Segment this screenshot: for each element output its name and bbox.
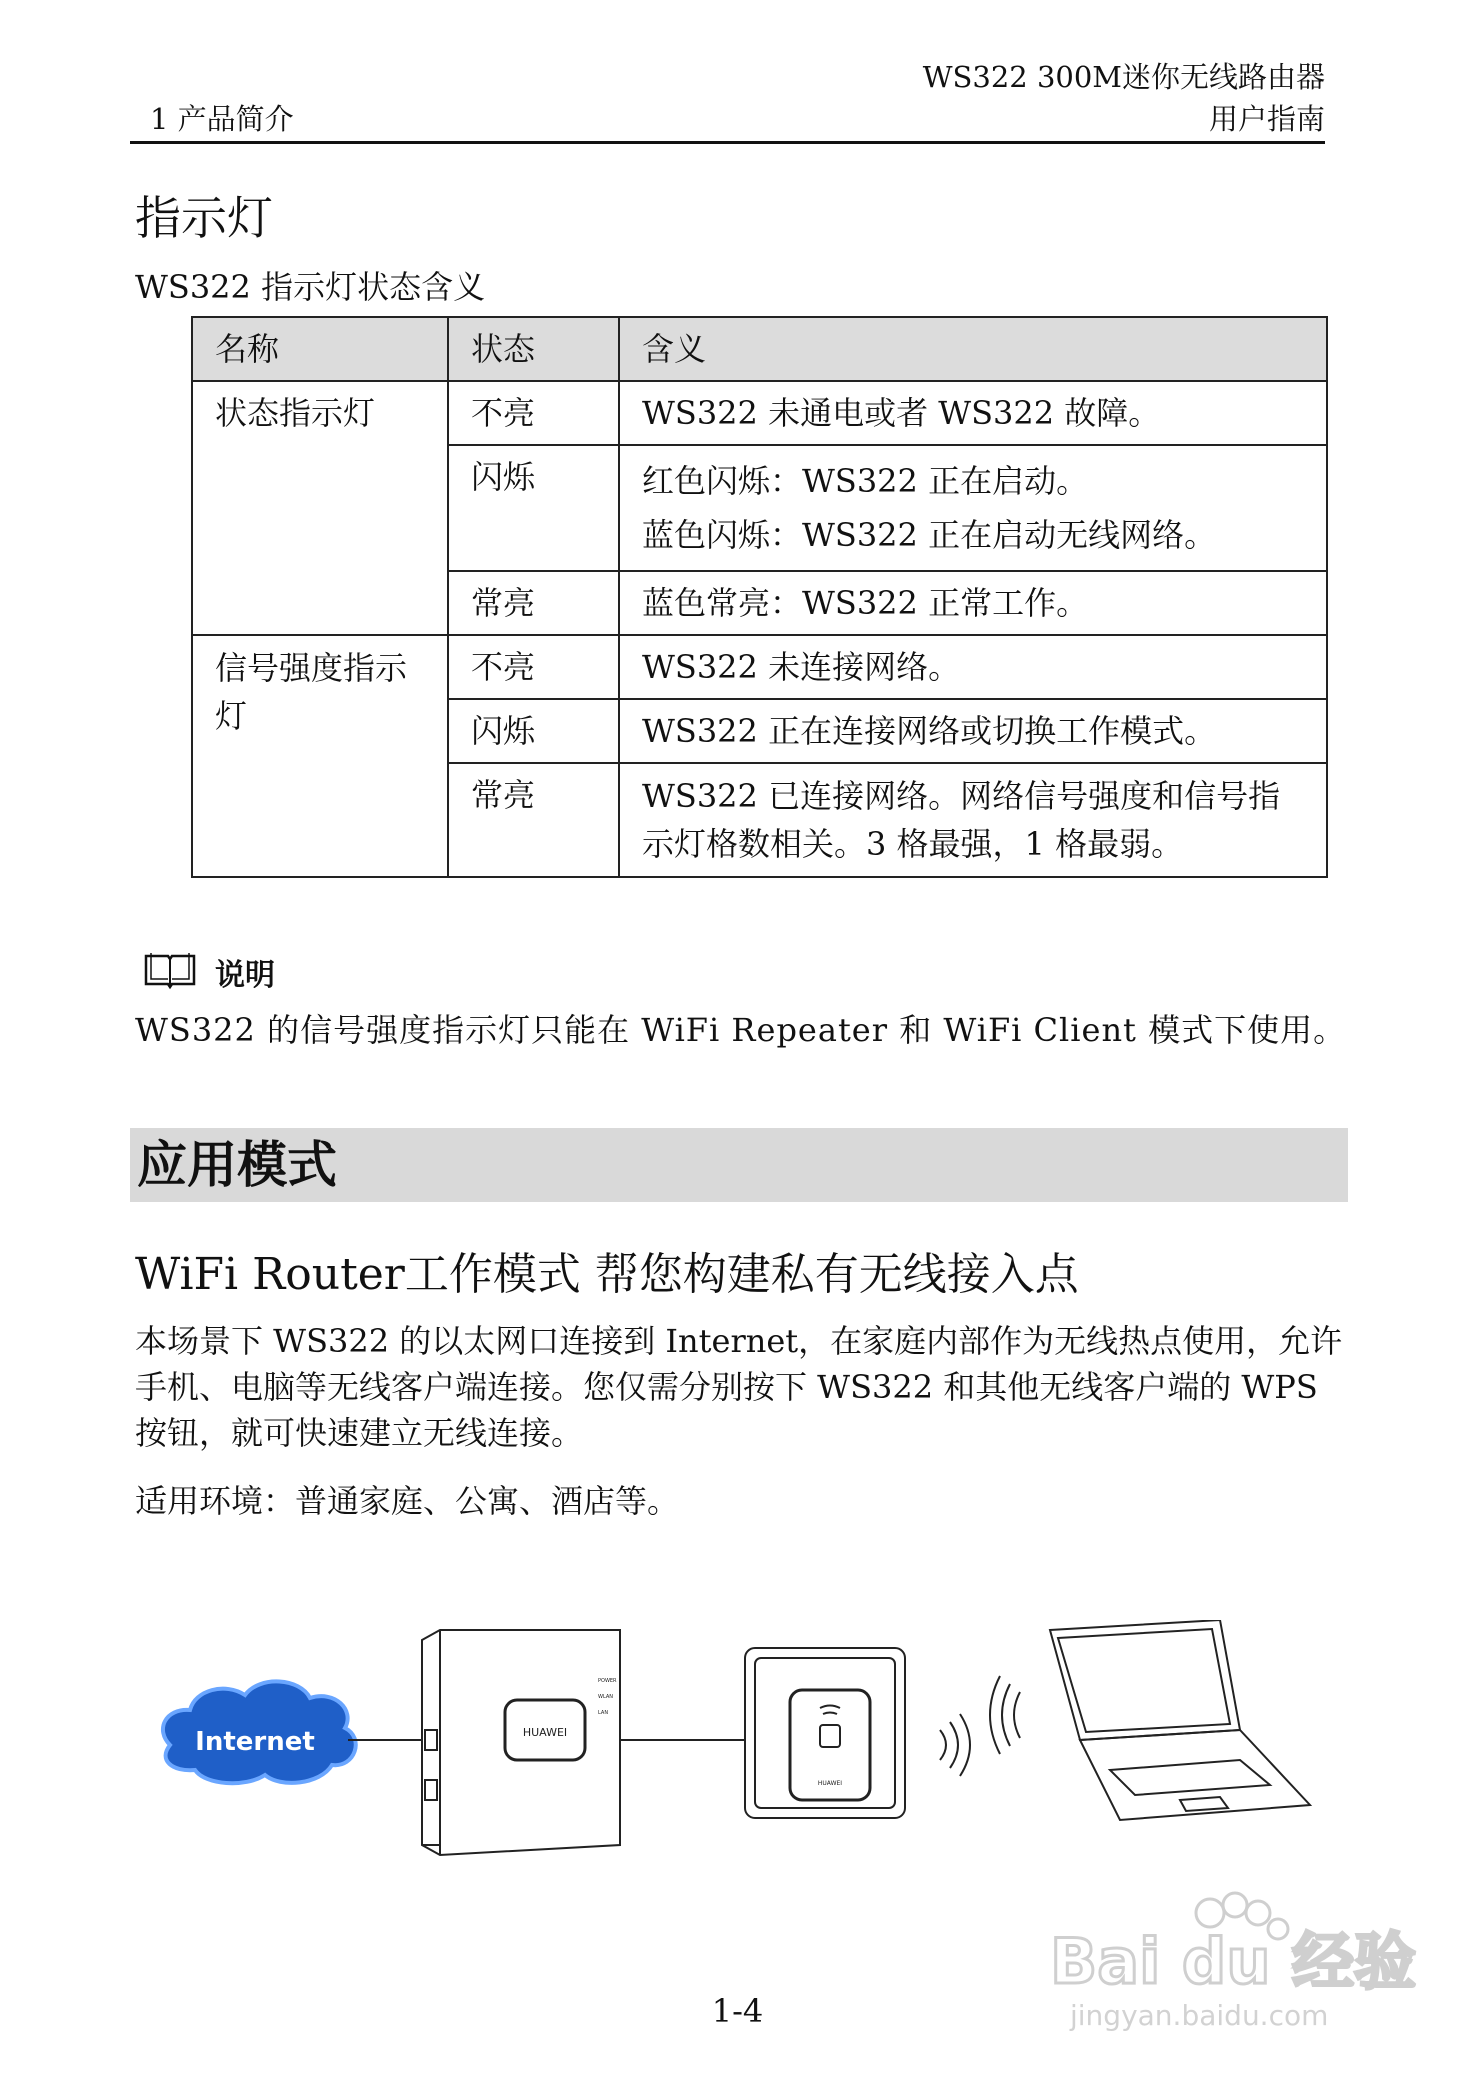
- state-cell: 常亮: [448, 571, 619, 635]
- subsection-title: WiFi Router工作模式 帮您构建私有无线接入点: [135, 1249, 1079, 1300]
- section-title-modes: 应用模式: [137, 1136, 337, 1194]
- meaning-cell: WS322 未连接网络。: [619, 635, 1327, 699]
- meaning-cell: 蓝色常亮：WS322 正常工作。: [619, 571, 1327, 635]
- body-paragraph: 本场景下 WS322 的以太网口连接到 Internet，在家庭内部作为无线热点使用，允许手机、电脑等无线客户端连接。您仅需分别按下 WS322 和其他无线客户端的 WPS 按钮，就可快速建立无线连接。: [135, 1322, 1343, 1452]
- repeater-device: [745, 1648, 905, 1818]
- note-label: 说明: [215, 958, 275, 993]
- header-product: WS322 300M迷你无线路由器: [922, 60, 1325, 94]
- state-cell: 常亮: [448, 763, 619, 877]
- indicator-name-cell: 状态指示灯: [192, 381, 448, 635]
- column-header-name: 名称: [192, 317, 448, 381]
- router-led-label: WLAN: [598, 1694, 614, 1700]
- table-row: [192, 635, 1327, 699]
- watermark-logo: [1040, 1885, 1420, 2035]
- router-device: [422, 1630, 620, 1855]
- state-cell: 闪烁: [448, 699, 619, 763]
- router-brand: HUAWEI: [522, 1726, 568, 1739]
- internet-cloud-icon: [163, 1681, 356, 1783]
- indicator-table: [191, 316, 1328, 878]
- table-caption: WS322 指示灯状态含义: [135, 268, 486, 306]
- header-doc-type: 用户指南: [1208, 102, 1325, 136]
- router-led-label: LAN: [598, 1710, 609, 1716]
- indicator-name-cell: 信号强度指示灯: [192, 635, 448, 877]
- meaning-cell: WS322 未通电或者 WS322 故障。: [619, 381, 1327, 445]
- internet-label: Internet: [195, 1727, 315, 1757]
- network-diagram: [150, 1620, 1330, 1870]
- meaning-cell: WS322 已连接网络。网络信号强度和信号指示灯格数相关。3 格最强，1 格最弱。: [619, 763, 1327, 877]
- wifi-waves-icon: [940, 1676, 1020, 1776]
- state-cell: 不亮: [448, 381, 619, 445]
- column-header-state: 状态: [448, 317, 619, 381]
- page-number: 1-4: [711, 1992, 764, 2030]
- meaning-line: 蓝色闪烁：WS322 正在启动无线网络。: [642, 516, 1217, 554]
- meaning-line: 红色闪烁：WS322 正在启动。: [642, 462, 1089, 500]
- header-rule: [130, 141, 1325, 144]
- watermark-url: jingyan.baidu.com: [1070, 1999, 1329, 2032]
- repeater-brand: HUAWEI: [817, 1780, 843, 1787]
- state-cell: 闪烁: [448, 445, 619, 571]
- note-text: WS322 的信号强度指示灯只能在 WiFi Repeater 和 WiFi Client 模式下使用。: [135, 1011, 1347, 1049]
- table-header-row: [192, 317, 1327, 381]
- router-led-label: POWER: [598, 1678, 617, 1684]
- laptop-icon: [1050, 1620, 1310, 1820]
- header-chapter: 1 产品简介: [150, 102, 294, 136]
- meaning-cell: [619, 445, 1327, 571]
- meaning-cell: WS322 正在连接网络或切换工作模式。: [619, 699, 1327, 763]
- watermark-logo-text: Bai du 经验: [1050, 1925, 1417, 1998]
- column-header-meaning: 含义: [619, 317, 1327, 381]
- section-title-indicator: 指示灯: [135, 191, 273, 245]
- state-cell: 不亮: [448, 635, 619, 699]
- environment-text: 适用环境：普通家庭、公寓、酒店等。: [135, 1482, 680, 1520]
- open-book-icon: [143, 950, 197, 990]
- table-row: [192, 381, 1327, 445]
